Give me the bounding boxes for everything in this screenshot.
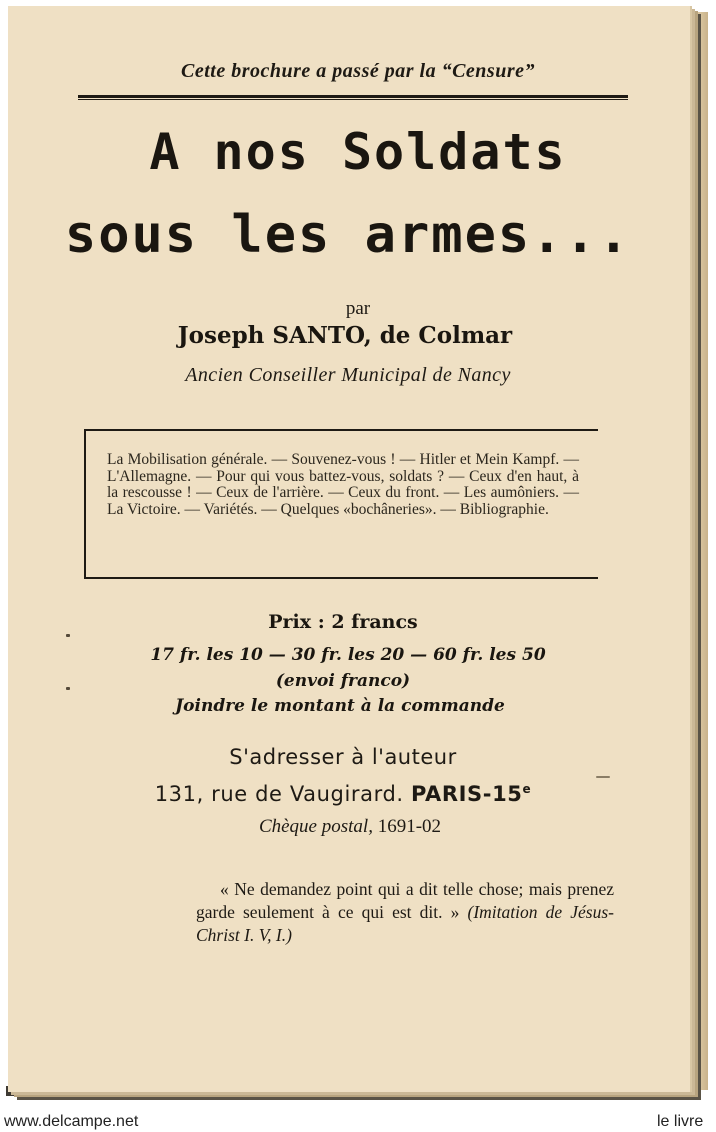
contact-line: S'adresser à l'auteur — [229, 745, 457, 769]
cheque-number: 1691-02 — [377, 816, 442, 837]
price-main: Prix : 2 francs — [268, 611, 418, 633]
ink-speck — [596, 776, 610, 778]
contents-text: La Mobilisation générale. — Souvenez-vous ! — Hitler et Mein Kampf. — L'Allemagne. — Pour qui vous battez-vous, soldats ? — Ceux d'en haut, à la rescousse ! — Ceux de l'arrière. — Ceux du front. — Les aumôniers. — La Victoire. — Variétés. — Quelques «bochâneries». — Bibliographie. — [107, 451, 579, 518]
price-payment-note: Joindre le montant à la commande — [175, 696, 505, 716]
author-title: Ancien Conseiller Municipal de Nancy — [185, 364, 511, 386]
price-bulk: 17 fr. les 10 — 30 fr. les 20 — 60 fr. les 50 — [150, 645, 546, 665]
ink-speck — [66, 634, 70, 637]
author-name: Joseph SANTO, de Colmar — [177, 322, 513, 349]
title-line-1: A nos Soldats — [149, 123, 567, 181]
by-label: par — [345, 298, 371, 319]
title-line-2: sous les armes... — [64, 205, 632, 265]
street-address — [0, 782, 686, 806]
city: PARIS-15e — [410, 782, 532, 806]
cheque-label: Chèque postal, — [258, 816, 373, 837]
street: 131, rue de Vaugirard. — [154, 782, 404, 806]
ink-speck — [66, 687, 70, 690]
quote-citation: (Imitation de Jésus-Christ I. V, I.) — [196, 902, 615, 945]
top-rule — [78, 95, 628, 100]
censure-note: Cette brochure a passé par la “Censure” — [181, 60, 535, 82]
cheque-line — [0, 816, 700, 838]
epigraph — [196, 878, 614, 947]
quote-text: « Ne demandez point qui a dit telle chose; mais prenez garde seulement à ce qui est dit. » — [196, 879, 614, 922]
watermark-right: le livre — [657, 1113, 704, 1130]
price-shipping: (envoi franco) — [275, 671, 411, 691]
watermark-left: www.delcampe.net — [4, 1113, 139, 1130]
